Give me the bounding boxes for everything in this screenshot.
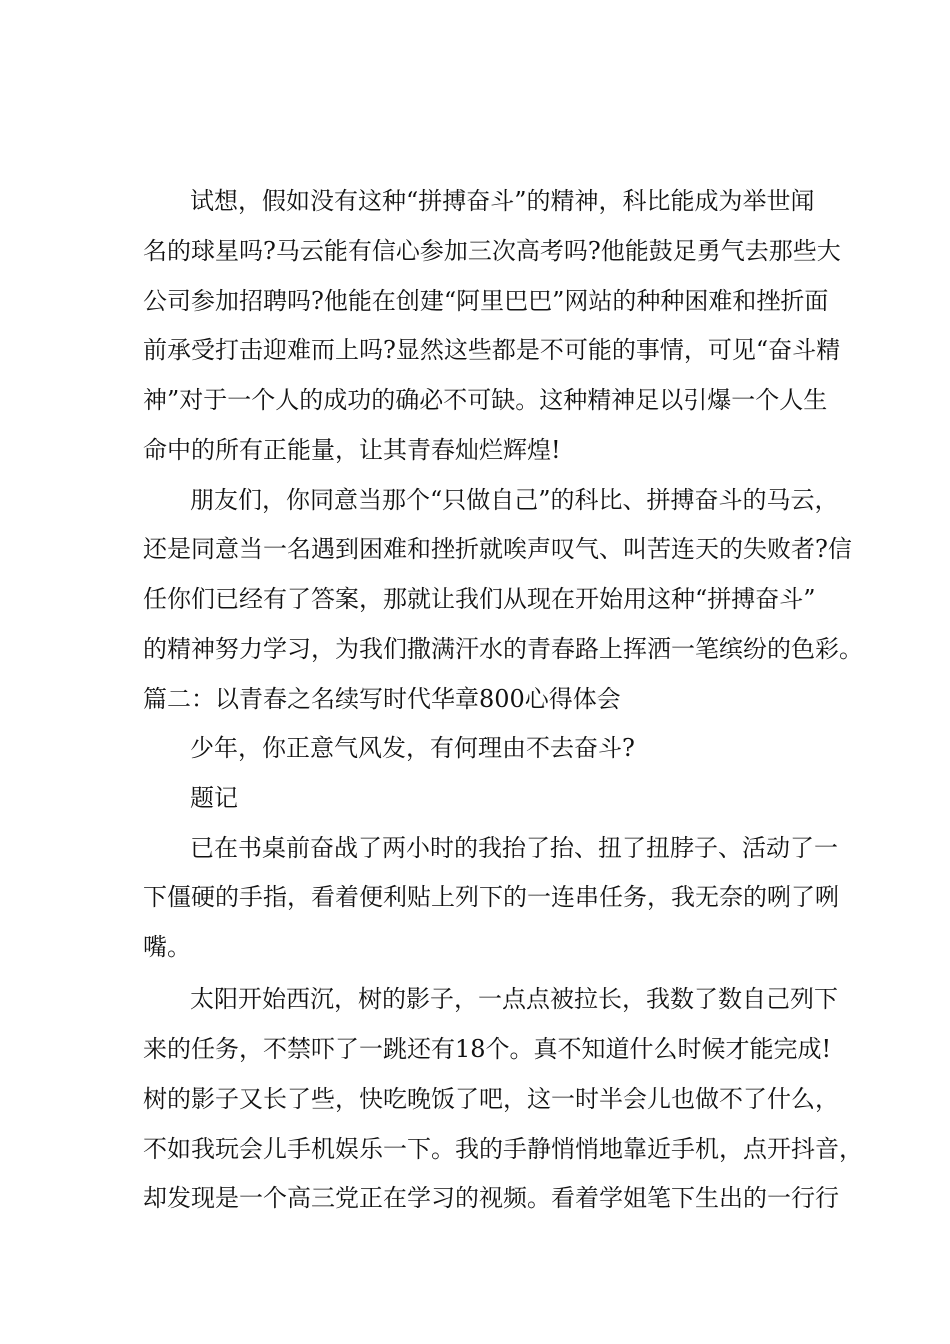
text-line: 太阳开始西沉，树的影子，一点点被拉长，我数了数自己列下 [190,985,838,1013]
text-line: 名的球星吗?马云能有信心参加三次高考吗?他能鼓足勇气去那些大 [143,237,841,265]
text-line: 的精神努力学习，为我们撒满汗水的青春路上挥洒一笔缤纷的色彩。 [143,635,863,663]
text-line: 试想，假如没有这种“拼搏奋斗”的精神，科比能成为举世闻 [190,187,815,215]
text-line: 来的任务，不禁吓了一跳还有18个。真不知道什么时候才能完成! [143,1035,832,1063]
text-line: 却发现是一个高三党正在学习的视频。看着学姐笔下生出的一行行 [143,1184,839,1212]
text-line: 少年，你正意气风发，有何理由不去奋斗? [190,734,635,762]
text-line: 公司参加招聘吗?他能在创建“阿里巴巴”网站的种种困难和挫折面 [143,287,829,315]
text-line: 神”对于一个人的成功的确必不可缺。这种精神足以引爆一个人生 [143,386,828,414]
text-line: 前承受打击迎难而上吗?显然这些都是不可能的事情，可见“奋斗精 [143,336,841,364]
text-line: 命中的所有正能量，让其青春灿烂辉煌! [143,436,561,464]
text-line: 题记 [190,784,238,812]
text-line: 朋友们，你同意当那个“只做自己”的科比、拼搏奋斗的马云， [190,486,839,514]
section-heading: 篇二：以青春之名续写时代华章800心得体会 [143,685,621,713]
text-line: 已在书桌前奋战了两小时的我抬了抬、扭了扭脖子、活动了一 [190,834,838,862]
text-line: 还是同意当一名遇到困难和挫折就唉声叹气、叫苦连天的失败者?信 [143,535,852,563]
text-line: 任你们已经有了答案，那就让我们从现在开始用这种“拼搏奋斗” [143,585,816,613]
text-line: 嘴。 [143,933,191,961]
text-line: 下僵硬的手指，看着便利贴上列下的一连串任务，我无奈的咧了咧 [143,883,839,911]
text-line: 不如我玩会儿手机娱乐一下。我的手静悄悄地靠近手机，点开抖音， [143,1135,863,1163]
text-line: 树的影子又长了些，快吃晚饭了吧，这一时半会儿也做不了什么， [143,1085,839,1113]
